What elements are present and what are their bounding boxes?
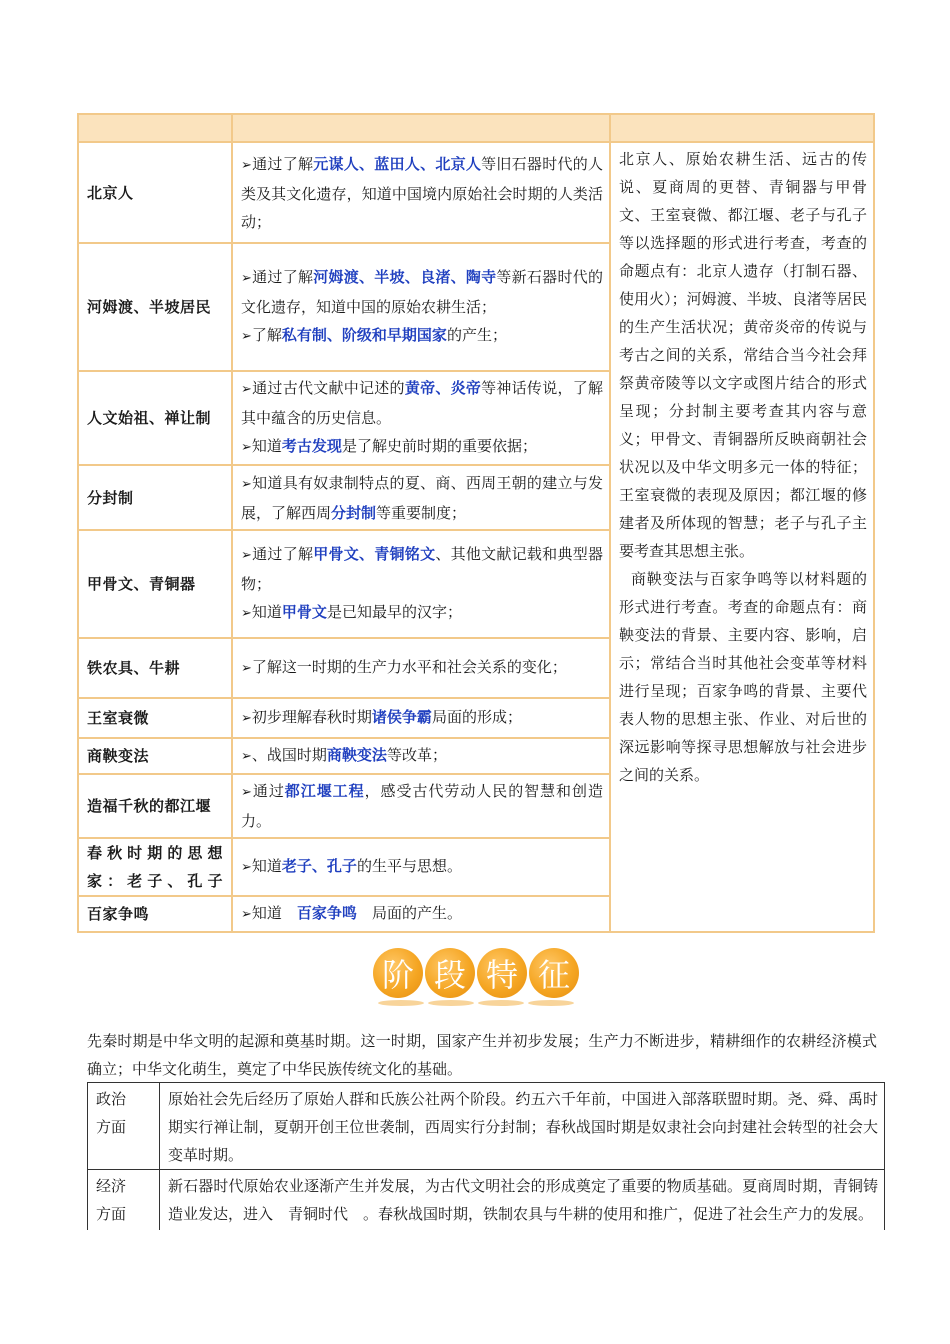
arrow-bullet-icon: ➢ (241, 476, 252, 492)
knowledge-point: 百家争鸣 (78, 896, 232, 932)
table-header-row (78, 114, 874, 142)
requirement-line (241, 469, 603, 527)
requirement-text: 的产生； (446, 326, 507, 344)
arrow-bullet-icon: ➢ (241, 157, 252, 173)
requirement-text: 等重要制度； (376, 503, 467, 522)
aspect-label (88, 1083, 160, 1170)
requirement-text: 局面的产生。 (356, 904, 462, 922)
requirement-cell (232, 698, 610, 738)
requirement-cell (232, 530, 610, 638)
requirement-line (241, 899, 603, 929)
arrow-bullet-icon: ➢ (241, 749, 252, 764)
requirement-text: 、战国时期 (251, 746, 327, 764)
knowledge-table (77, 113, 875, 933)
highlighted-term: 黄帝、炎帝 (404, 379, 482, 397)
section-title-stage-features (373, 942, 579, 1006)
requirement-text: 通过古代文献中记述的 (251, 379, 405, 397)
highlighted-term: 都江堰工程 (284, 782, 365, 800)
arrow-bullet-icon: ➢ (241, 661, 252, 676)
aspect-label-line: 经济 (96, 1177, 127, 1195)
title-char-badge: 阶 (373, 948, 423, 998)
requirement-text: 、其他文献记载和典型器物； (241, 545, 603, 593)
knowledge-point: 甲骨文、青铜器 (78, 530, 232, 638)
knowledge-point: 北京人 (78, 142, 232, 243)
highlighted-term: 商鞅变法 (326, 746, 387, 764)
highlighted-term: 分封制 (331, 503, 377, 522)
knowledge-point: 春秋时期的思想家：老子、孔子 (78, 838, 232, 896)
title-shadow-decoration (378, 1000, 574, 1010)
highlighted-term: 考古发现 (281, 437, 342, 455)
requirement-text: 通过了解 (251, 154, 314, 173)
knowledge-point: 分封制 (78, 465, 232, 530)
requirement-text: 等神话传说，了解其中蕴含的历史信息。 (241, 379, 603, 427)
knowledge-point: 铁农具、牛耕 (78, 638, 232, 698)
requirement-text: 知道 (251, 857, 282, 875)
arrow-bullet-icon: ➢ (241, 860, 252, 875)
table-row (88, 1170, 885, 1231)
requirement-cell (232, 243, 610, 371)
requirement-text: 初步理解春秋时期 (251, 708, 372, 726)
requirement-cell (232, 142, 610, 243)
requirement-text: 了解 (251, 326, 282, 344)
highlighted-term: 百家争鸣 (296, 904, 357, 922)
arrow-bullet-icon: ➢ (241, 785, 252, 800)
requirement-text: 局面的形成； (431, 708, 522, 726)
stage-intro-paragraph: 先秦时期是中华文明的起源和奠基时期。这一时期，国家产生并初步发展；生产力不断进步，精耕细作的农耕经济模式确立；中华文化萌生，奠定了中华民族传统文化的基础。 (87, 1032, 877, 1078)
analysis-paragraph: 商鞅变法与百家争鸣等以材料题的形式进行考查。考查的命题点有：商鞅变法的背景、主要内容、影响，启示；常结合当时其他社会变革等材料进行呈现；百家争鸣的背景、主要代表人物的思想主张、作业、对后世的深远影响等探寻思想解放与社会进步之间的关系。 (619, 570, 867, 784)
requirement-text: 的生平与思想。 (356, 857, 462, 875)
requirement-text: 等新石器时代的文化遗存，知道中国的原始农耕生活； (241, 268, 603, 316)
requirement-cell (232, 371, 610, 465)
highlighted-term: 河姆渡、半坡、良渚、陶寺 (313, 268, 497, 286)
requirement-cell (232, 465, 610, 530)
arrow-bullet-icon: ➢ (241, 329, 252, 344)
knowledge-point: 造福千秋的都江堰 (78, 774, 232, 838)
requirement-text: 知道 (251, 603, 282, 621)
requirement-line (241, 653, 603, 683)
requirement-text: 是已知最早的汉字； (326, 603, 462, 621)
title-char-badge: 征 (529, 948, 579, 998)
requirement-text: 了解这一时期的生产力水平和社会关系的变化； (251, 658, 567, 676)
requirement-cell (232, 838, 610, 896)
requirement-text: 通过了解 (251, 268, 314, 286)
requirement-cell (232, 638, 610, 698)
highlighted-term: 老子、孔子 (281, 857, 357, 875)
requirement-text: 通过了解 (251, 545, 314, 563)
title-char-badge: 段 (425, 948, 475, 998)
stage-features-table (87, 1082, 885, 1231)
arrow-bullet-icon: ➢ (241, 382, 252, 397)
header-cell (610, 114, 874, 142)
requirement-text: 等旧石器时代的人类及其文化遗存，知道中国境内原始社会时期的人类活动； (241, 154, 603, 231)
requirement-text: 是了解史前时期的重要依据； (341, 437, 537, 455)
requirement-text: 知道 (251, 904, 297, 922)
knowledge-point: 河姆渡、半坡居民 (78, 243, 232, 371)
table-row (88, 1083, 885, 1170)
title-char-badge: 特 (477, 948, 527, 998)
requirement-line (241, 852, 603, 882)
arrow-bullet-icon: ➢ (241, 606, 252, 621)
knowledge-point: 人文始祖、禅让制 (78, 371, 232, 465)
requirement-text: 知道具有奴隶制特点的夏、商、西周王朝的建立与发展，了解西周 (241, 473, 603, 522)
table-row (78, 142, 874, 243)
highlighted-term: 甲骨文、青铜铭文 (313, 545, 436, 563)
arrow-bullet-icon: ➢ (241, 711, 252, 726)
requirement-text: ，感受古代劳动人民的智慧和创造力。 (241, 782, 603, 830)
arrow-bullet-icon: ➢ (241, 907, 252, 922)
requirement-line (241, 321, 603, 351)
requirement-cell (232, 774, 610, 838)
requirement-line (241, 598, 603, 628)
aspect-description: 原始社会先后经历了原始人群和氏族公社两个阶段。约五六千年前，中国进入部落联盟时期。尧、舜、禹时期实行禅让制，夏朝开创王位世袭制，西周实行分封制；春秋战国时期是奴隶社会向封建社会转型的社会大变革时期。 (160, 1083, 885, 1170)
highlighted-term: 元谋人、蓝田人、北京人 (313, 154, 482, 173)
aspect-description: 新石器时代原始农业逐渐产生并发展，为古代文明社会的形成奠定了重要的物质基础。夏商周时期，青铜铸造业发达，进入 青铜时代 。春秋战国时期，铁制农具与牛耕的使用和推广，促进了社会生产力的发展。 (160, 1170, 885, 1231)
requirement-cell (232, 896, 610, 932)
page-bottom-margin (0, 1230, 950, 1344)
header-cell (78, 114, 232, 142)
requirement-line (241, 540, 603, 598)
arrow-bullet-icon: ➢ (241, 271, 252, 286)
requirement-line (241, 150, 603, 236)
aspect-label (88, 1170, 160, 1231)
aspect-label-line: 方面 (96, 1118, 127, 1136)
header-cell (232, 114, 610, 142)
arrow-bullet-icon: ➢ (241, 548, 252, 563)
knowledge-point: 王室衰微 (78, 698, 232, 738)
aspect-label-line: 方面 (96, 1205, 127, 1223)
exam-analysis (610, 142, 874, 932)
requirement-text: 通过 (251, 782, 285, 800)
requirement-line (241, 374, 603, 432)
requirement-text: 等改革； (386, 746, 447, 764)
requirement-text: 知道 (251, 437, 282, 455)
knowledge-point: 商鞅变法 (78, 738, 232, 774)
requirement-line (241, 777, 603, 835)
highlighted-term: 诸侯争霸 (371, 708, 432, 726)
requirement-line (241, 741, 603, 771)
requirement-cell (232, 738, 610, 774)
requirement-line (241, 263, 603, 321)
arrow-bullet-icon: ➢ (241, 440, 252, 455)
requirement-line (241, 703, 603, 733)
requirement-line (241, 432, 603, 462)
aspect-label-line: 政治 (96, 1090, 127, 1108)
analysis-paragraph: 北京人、原始农耕生活、远古的传说、夏商周的更替、青铜器与甲骨文、王室衰微、都江堰、老子与孔子等以选择题的形式进行考查，考查的命题点有：北京人遗存（打制石器、使用火）；河姆渡、半坡、良渚等居民的生产生活状况；黄帝炎帝的传说与考古之间的关系，常结合当今社会拜祭黄帝陵等以文字或图片结合的形式呈现；分封制主要考查其内容与意义；甲骨文、青铜器所反映商朝社会状况以及中华文明多元一体的特征；王室衰微的表现及原因；都江堰的修建者及所体现的智慧；老子与孔子主要考查其思想主张。 (619, 150, 867, 560)
highlighted-term: 私有制、阶级和早期国家 (281, 326, 447, 344)
highlighted-term: 甲骨文 (281, 603, 327, 621)
